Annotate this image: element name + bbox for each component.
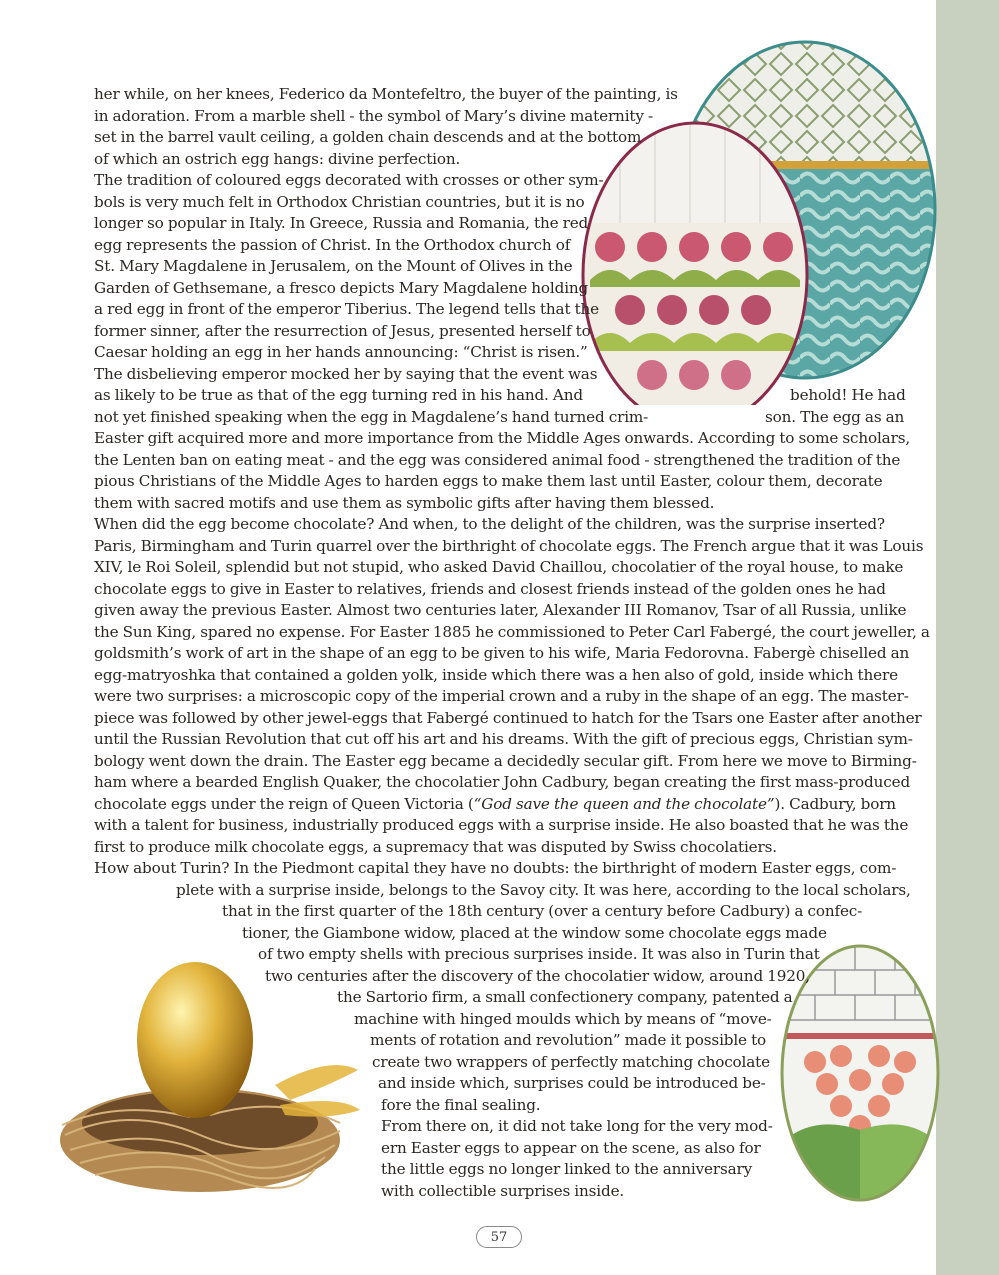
- text-line: that in the first quarter of the 18th century (over a century before Cadbury) a confec-: [222, 902, 863, 920]
- text-line: The disbelieving emperor mocked her by saying that the event was: [94, 365, 598, 383]
- text-line: behold! He had: [790, 386, 906, 404]
- text-line: pious Christians of the Middle Ages to harden eggs to make them last until Easter, colour them, decorate: [94, 472, 883, 490]
- text-line: first to produce milk chocolate eggs, a supremacy that was disputed by Swiss chocolatiers.: [94, 838, 777, 856]
- text-line: were two surprises: a microscopic copy of the imperial crown and a ruby in the shape of an egg. The master-: [94, 687, 909, 705]
- text-line: the Lenten ban on eating meat - and the egg was considered animal food - strengthened the tradition of the: [94, 451, 901, 469]
- text-run: chocolate eggs under the reign of Queen Victoria (: [94, 795, 474, 813]
- text-line: piece was followed by other jewel-eggs that Fabergé continued to hatch for the Tsars one Easter after another: [94, 709, 922, 727]
- text-line: The tradition of coloured eggs decorated with crosses or other sym-: [94, 171, 604, 189]
- text-line: a red egg in front of the emperor Tiberius. The legend tells that the: [94, 300, 600, 318]
- text-line: goldsmith’s work of art in the shape of an egg to be given to his wife, Maria Fedorovna. Fabergè chiselled an: [94, 644, 910, 662]
- text-line: Garden of Gethsemane, a fresco depicts Mary Magdalene holding: [94, 279, 589, 297]
- text-line: XIV, le Roi Soleil, splendid but not stupid, who asked David Chaillou, chocolatier of the royal house, to make: [94, 558, 904, 576]
- text-line: ham where a bearded English Quaker, the chocolatier John Cadbury, began creating the first mass-produced: [94, 773, 911, 791]
- text-line: St. Mary Magdalene in Jerusalem, on the Mount of Olives in the: [94, 257, 573, 275]
- text-line: create two wrappers of perfectly matching chocolate: [372, 1053, 770, 1071]
- text-line: and inside which, surprises could be introduced be-: [378, 1074, 766, 1092]
- page-number: 57: [476, 1226, 522, 1248]
- text-line: the Sun King, spared no expense. For Easter 1885 he commissioned to Peter Carl Fabergé, the court jeweller, a: [94, 623, 930, 641]
- text-line: Easter gift acquired more and more importance from the Middle Ages onwards. According to some scholars,: [94, 429, 911, 447]
- text-line: her while, on her knees, Federico da Montefeltro, the buyer of the painting, is: [94, 85, 678, 103]
- embroidered-eggs-illustration: [560, 25, 940, 405]
- text-line: How about Turin? In the Piedmont capital they have no doubts: the birthright of modern Easter eggs, com-: [94, 859, 897, 877]
- text-line: tioner, the Giambone widow, placed at the window some chocolate eggs made: [242, 924, 827, 942]
- text-line: ments of rotation and revolution” made it possible to: [370, 1031, 767, 1049]
- text-line: machine with hinged moulds which by means of “move-: [354, 1010, 772, 1028]
- text-line: set in the barrel vault ceiling, a golden chain descends and at the bottom: [94, 128, 642, 146]
- text-line: egg represents the passion of Christ. In the Orthodox church of: [94, 236, 571, 254]
- text-line: until the Russian Revolution that cut off his art and his dreams. With the gift of precious eggs, Christian sym-: [94, 730, 913, 748]
- text-line: in adoration. From a marble shell - the symbol of Mary’s divine maternity -: [94, 107, 653, 125]
- text-run: ). Cadbury, born: [774, 795, 896, 813]
- text-line: son. The egg as an: [765, 408, 905, 426]
- text-line: From there on, it did not take long for the very mod-: [381, 1117, 773, 1135]
- text-line: chocolate eggs to give in Easter to relatives, friends and closest friends instead of the golden ones he had: [94, 580, 886, 598]
- text-line: the Sartorio firm, a small confectionery company, patented a: [337, 988, 793, 1006]
- text-line: plete with a surprise inside, belongs to the Savoy city. It was here, according to the local scholars,: [176, 881, 911, 899]
- text-line: of two empty shells with precious surprises inside. It was also in Turin that: [258, 945, 820, 963]
- text-line: with collectible surprises inside.: [381, 1182, 625, 1200]
- text-line: the little eggs no longer linked to the anniversary: [381, 1160, 753, 1178]
- text-line: [94, 794, 896, 816]
- text-line: When did the egg become chocolate? And when, to the delight of the children, was the surprise inserted?: [94, 515, 885, 533]
- text-line: longer so popular in Italy. In Greece, Russia and Romania, the red: [94, 214, 589, 232]
- quoted-motto: “God save the queen and the chocolate”: [473, 795, 775, 813]
- text-line: ern Easter eggs to appear on the scene, as also for: [381, 1139, 761, 1157]
- text-line: of which an ostrich egg hangs: divine perfection.: [94, 150, 461, 168]
- text-line: bology went down the drain. The Easter egg became a decidedly secular gift. From here we move to Birming-: [94, 752, 917, 770]
- text-line: bols is very much felt in Orthodox Christian countries, but it is no: [94, 193, 585, 211]
- text-line: as likely to be true as that of the egg turning red in his hand. And: [94, 386, 583, 404]
- text-line: Paris, Birmingham and Turin quarrel over the birthright of chocolate eggs. The French argue that it was Louis: [94, 537, 924, 555]
- page-edge-band: [936, 0, 999, 1275]
- text-line: fore the final sealing.: [381, 1096, 541, 1114]
- text-line: them with sacred motifs and use them as symbolic gifts after having them blessed.: [94, 494, 715, 512]
- text-line: Caesar holding an egg in her hands announcing: “Christ is risen.”: [94, 343, 588, 361]
- text-line: egg-matryoshka that contained a golden yolk, inside which there was a hen also of gold, inside which there: [94, 666, 898, 684]
- text-line: with a talent for business, industrially produced eggs with a surprise inside. He also boasted that he was the: [94, 816, 909, 834]
- text-line: not yet finished speaking when the egg in Magdalene’s hand turned crim-: [94, 408, 649, 426]
- text-line: two centuries after the discovery of the chocolatier widow, around 1920,: [265, 967, 810, 985]
- text-line: former sinner, after the resurrection of Jesus, presented herself to: [94, 322, 591, 340]
- text-line: given away the previous Easter. Almost two centuries later, Alexander III Romanov, Tsar of all Russia, unlike: [94, 601, 907, 619]
